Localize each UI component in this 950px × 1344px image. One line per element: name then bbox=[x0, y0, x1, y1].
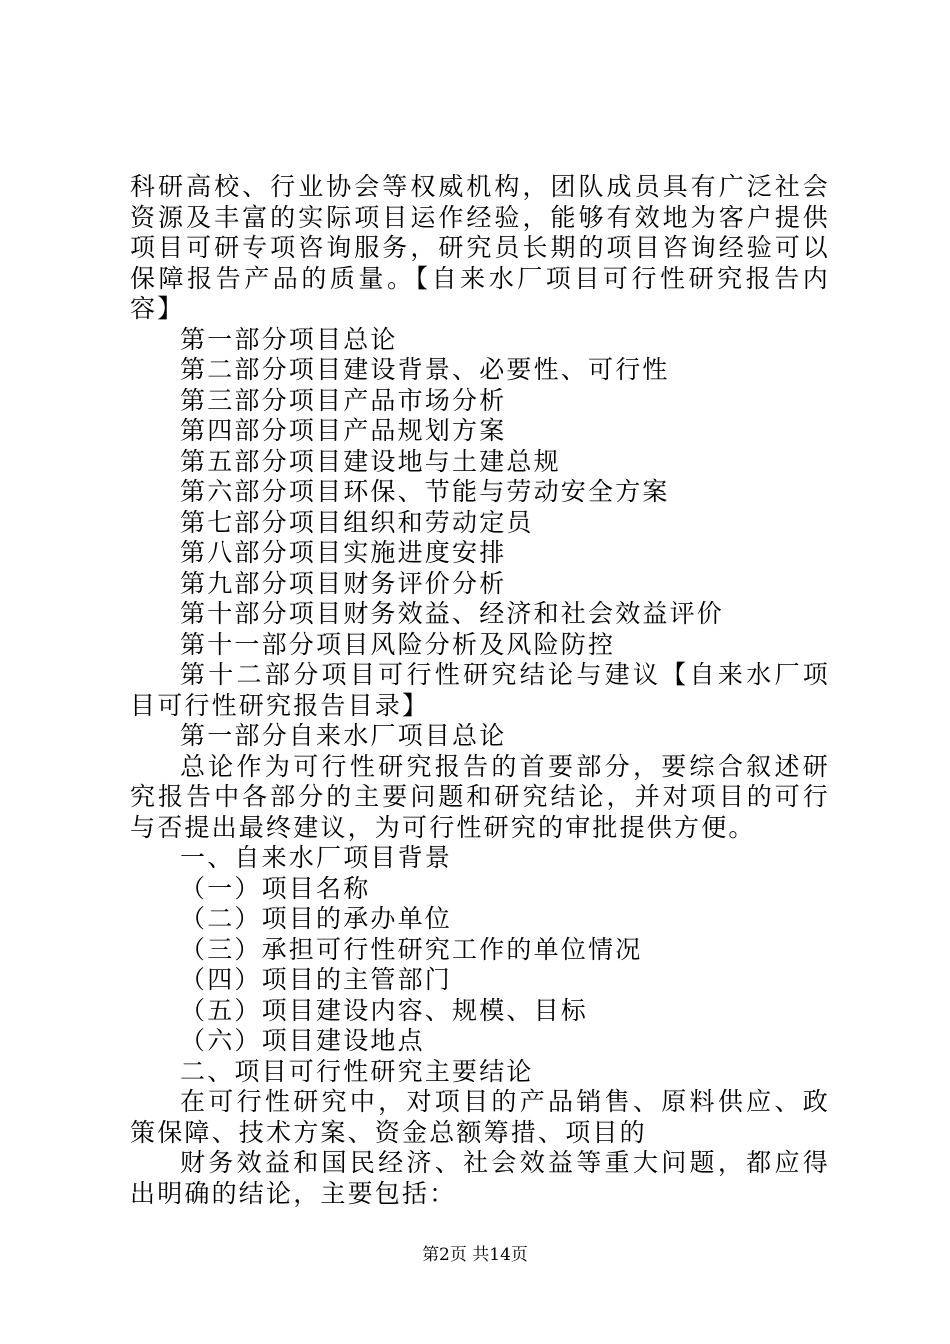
toc-item: 第十一部分项目风险分析及风险防控 bbox=[180, 629, 616, 659]
list-item: （一）项目名称 bbox=[180, 873, 371, 903]
list-item: （四）项目的主管部门 bbox=[180, 965, 453, 994]
toc-item: 第三部分项目产品市场分析 bbox=[180, 385, 507, 415]
paragraph: 在可行性研究中，对项目的产品销售、原料供应、政策保障、技术方案、资金总额筹措、项目的 bbox=[130, 1087, 830, 1147]
list-item: （三）承担可行性研究工作的单位情况 bbox=[180, 934, 643, 964]
list-item: （五）项目建设内容、规模、目标 bbox=[180, 995, 589, 1025]
subsection-heading: 一、自来水厂项目背景 bbox=[180, 843, 453, 872]
toc-item: 第六部分项目环保、节能与劳动安全方案 bbox=[180, 477, 670, 506]
list-item: （二）项目的承办单位 bbox=[180, 904, 453, 933]
toc-item: 第七部分项目组织和劳动定员 bbox=[180, 507, 534, 537]
toc-item: 第一部分项目总论 bbox=[180, 324, 398, 354]
toc-item: 第四部分项目产品规划方案 bbox=[180, 416, 507, 445]
toc-item: 第五部分项目建设地与土建总规 bbox=[180, 446, 561, 476]
page-footer bbox=[0, 1245, 950, 1265]
subsection-heading: 二、项目可行性研究主要结论 bbox=[180, 1056, 534, 1086]
page-number: 第2页 共14页 bbox=[422, 1245, 528, 1265]
paragraph: 科研高校、行业协会等权威机构，团队成员具有广泛社会资源及丰富的实际项目运作经验，能够有效地为客户提供项目可研专项咨询服务，研究员长期的项目咨询经验可以保障报告产品的质量。【自来水厂项目可行性研究报告内容】 bbox=[130, 172, 830, 323]
paragraph: 财务效益和国民经济、社会效益等重大问题，都应得出明确的结论，主要包括： bbox=[130, 1148, 830, 1208]
section-heading: 第一部分自来水厂项目总论 bbox=[180, 721, 507, 750]
list-item: （六）项目建设地点 bbox=[180, 1026, 425, 1055]
toc-item: 第二部分项目建设背景、必要性、可行性 bbox=[180, 355, 670, 384]
toc-item: 第十二部分项目可行性研究结论与建议【自来水厂项目可行性研究报告目录】 bbox=[130, 660, 830, 720]
toc-item: 第九部分项目财务评价分析 bbox=[180, 568, 507, 598]
toc-item: 第八部分项目实施进度安排 bbox=[180, 538, 507, 567]
document-body bbox=[0, 172, 950, 1209]
paragraph: 总论作为可行性研究报告的首要部分，要综合叙述研究报告中各部分的主要问题和研究结论，并对项目的可行与否提出最终建议，为可行性研究的审批提供方便。 bbox=[130, 751, 830, 842]
toc-item: 第十部分项目财务效益、经济和社会效益评价 bbox=[180, 599, 725, 628]
